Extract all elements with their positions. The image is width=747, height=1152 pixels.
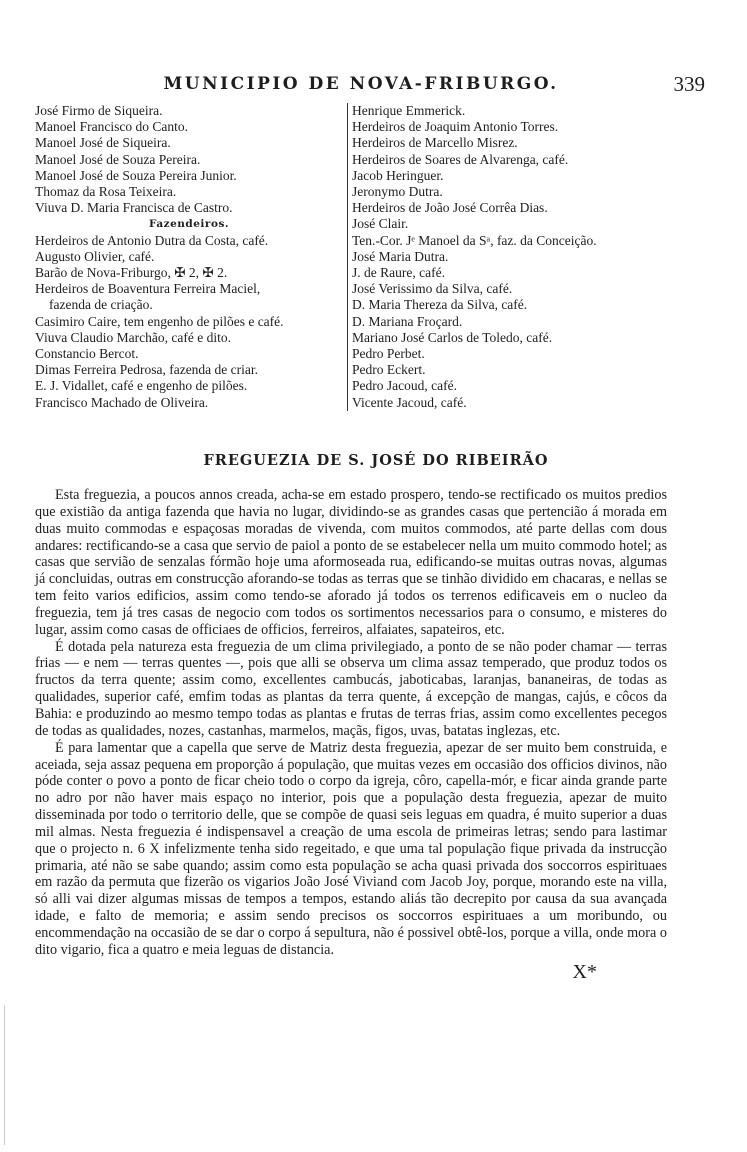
list-item: Manoel Francisco do Canto. [35, 119, 188, 135]
list-item: Henrique Emmerick. [352, 103, 466, 118]
list-item: Herdeiros de Antonio Dutra da Costa, café. [35, 232, 269, 248]
list-item: José Maria Dutra. [352, 248, 449, 264]
list-item: Casimiro Caire, tem engenho de pilões e café. [35, 313, 284, 329]
list-item: José Verissimo da Silva, café. [352, 281, 513, 297]
body-text [35, 487, 667, 959]
right-column [347, 103, 712, 411]
list-item: Constancio Bercot. [35, 346, 139, 362]
list-item: Thomaz da Rosa Teixeira. [35, 184, 177, 200]
list-item: Mariano José Carlos de Toledo, café. [352, 329, 553, 345]
left-column [35, 103, 343, 411]
list-item: Augusto Olivier, café. [35, 248, 155, 264]
signature-mark: X* [572, 961, 597, 983]
running-title: MUNICIPIO DE NOVA-FRIBURGO. [163, 74, 559, 94]
list-item: J. de Raure, café. [352, 265, 445, 281]
list-item: Pedro Jacoud, café. [352, 378, 457, 394]
list-item: Herdeiros de João José Corrêa Dias. [352, 200, 548, 216]
list-item: Herdeiros de Joaquim Antonio Torres. [352, 119, 559, 135]
list-item: E. J. Vidallet, café e engenho de pilões. [35, 378, 248, 394]
list-item: Barão de Nova-Friburgo, ✠ 2, ✠ 2. [35, 265, 228, 281]
paragraph: Esta freguezia, a poucos annos creada, acha-se em estado prospero, tendo-se rectificado os muitos predios que existião da antiga fazenda que havia no lugar, dividindo-se as grandes casas que pertencião á morada em duas muito commodas e espaçosas moradas de vivenda, com muitos commodos, até parte dellas com dous andares: rectificando-se a casa que servio de paiol a ponto de se estabelecer nella um muito commodo hotel; as casas que servião de senzalas fórmão hoje uma aformoseada rua, edificando-se muitas outras novas, algumas já concluidas, outras em construcção aforando-se todas as terras que se tinhão dividido em chacaras, e nellas se tem feito varios edificios, assim como tendo-se aforado já todos os terrenos edificaveis em o nucleo da freguezia, tem já tres casas de negocio com todos os sortimentos necessarios para o consumo, e misteres do lugar, assim como casas de officiaes de officios, ferreiros, alfaiates, sapateiros, etc. [35, 487, 667, 638]
list-item: Ten.-Cor. Jᵉ Manoel da Sᵃ, faz. da Conceição. [352, 232, 597, 248]
list-item: Jacob Heringuer. [352, 167, 444, 183]
list-item: Manoel José de Souza Pereira Junior. [35, 167, 237, 183]
list-item: Herdeiros de Marcello Misrez. [352, 135, 518, 151]
list-item: Pedro Eckert. [352, 362, 426, 378]
list-item: Herdeiros de Soares de Alvarenga, café. [352, 151, 569, 167]
list-item: José Firmo de Siqueira. [35, 103, 163, 118]
list-item: D. Mariana Froçard. [352, 313, 463, 329]
list-item: Vicente Jacoud, café. [352, 394, 467, 410]
list-item: D. Maria Thereza da Silva, café. [352, 297, 528, 313]
list-item: Manoel José de Siqueira. [35, 135, 171, 151]
paragraph: É dotada pela natureza esta freguezia de um clima privilegiado, a ponto de se não poder chamar — terras frias — e nem — terras quentes —, pois que alli se observa um clima assaz temperado, que produz todos os fructos da terra quente; assim como, excellentes cambucás, jaboticabas, laranjas, bananeiras, de todas as qualidades, superior café, emfim todas as plantas da terra quente, á excepção de mangas, cajús, e côcos da Bahia: e produzindo ao mesmo tempo todas as plantas e frutas de terras frias, assim como excellentes pecegos de todas as qualidades, nozes, castanhas, marmelos, maçãs, figos, uvas, batatas inglezas, etc. [35, 638, 667, 739]
list-item: Viuva Claudio Marchão, café e dito. [35, 329, 231, 345]
margin-rule [4, 1005, 5, 1145]
list-item: José Clair. [352, 216, 409, 232]
section-title: FREGUEZIA DE S. JOSÉ DO RIBEIRÃO [203, 452, 549, 469]
list-item: Francisco Machado de Oliveira. [35, 394, 209, 410]
list-item: Jeronymo Dutra. [352, 184, 443, 200]
list-item: Dimas Ferreira Pedrosa, fazenda de criar. [35, 362, 259, 378]
list-item-continuation: fazenda de criação. [49, 297, 153, 313]
list-item: Herdeiros de Boaventura Ferreira Maciel, [35, 281, 261, 297]
list-item: Pedro Perbet. [352, 346, 425, 362]
name-lists [35, 103, 705, 433]
list-item: Viuva D. Maria Francisca de Castro. [35, 200, 233, 216]
running-header [35, 72, 705, 96]
fazendeiros-subheading: Fazendeiros. [148, 218, 230, 231]
page-number: 339 [673, 72, 705, 96]
list-item: Manoel José de Souza Pereira. [35, 151, 201, 167]
paragraph: É para lamentar que a capella que serve de Matriz desta freguezia, apezar de ser muito bem construida, e aceiada, seja assaz pequena em proporção á população, que muitas vezes em occasião dos officios divinos, não póde conter o povo a ponto de ficar cheio todo o corpo da igreja, côro, capella-mór, e ficar ainda grande parte no adro por não haver mais espaço no interior, pois que a população desta freguezia, apezar de muito disseminada por todo o territorio delle, que se compõe de quasi seis leguas em quadra, é muito superior a duas mil almas. Nesta freguezia é indispensavel a creação de uma escola de primeiras letras; sendo para lastimar que o projecto n. 6 X infelizmente tenha sido regeitado, e que uma tal população fique privada da instrucção primaria, até não se sabe quando; assim como esta população se acha quasi privada dos soccorros espirituaes em razão da permuta que fizerão os vigarios João José Viviand com Jacob Joy, porque, morando este na villa, só alli vai dizer algumas missas de tempos a tempos, estando aliás tão decrepito por causa da sua avançada idade, e falto de memoria; e assim sendo precisos os soccorros espirituaes a um moribundo, ou encommendação na occasião de se dar o corpo á sepultura, não é possivel obtê-los, porque a villa, onde mora o dito vigario, fica a quatro e meia leguas de distancia. [35, 739, 667, 958]
